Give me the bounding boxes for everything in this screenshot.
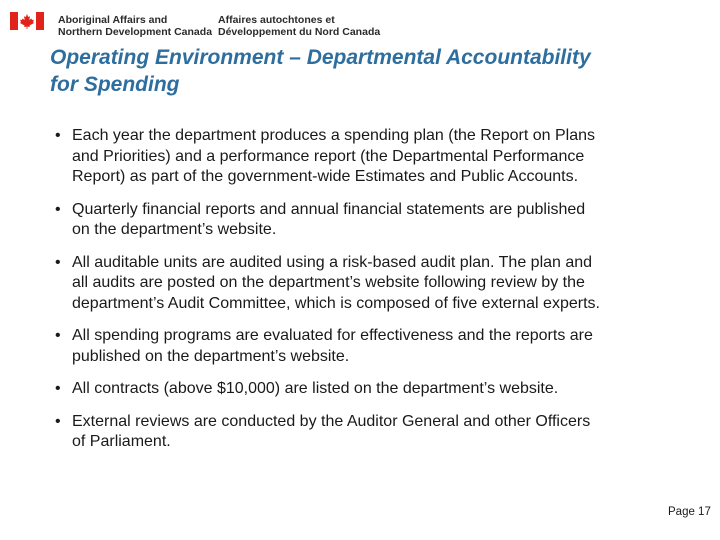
slide-title-line: for Spending xyxy=(50,73,180,96)
bullet-text-line: External reviews are conducted by the Auditor General and other Officers xyxy=(72,412,591,430)
bullet-item xyxy=(52,253,692,315)
slide-title-line: Operating Environment – Departmental Accountability xyxy=(50,46,591,69)
department-name-english-line: Aboriginal Affairs and xyxy=(58,14,168,26)
bullet-item xyxy=(52,379,692,400)
bullet-text-line: All auditable units are audited using a risk-based audit plan. The plan and xyxy=(72,253,593,271)
bullet-text-line: department’s Audit Committee, which is composed of five external experts. xyxy=(72,294,600,312)
bullet-text-line: of Parliament. xyxy=(72,433,171,450)
bullet-text-line: published on the department’s website. xyxy=(72,347,350,365)
bullet-text-line: and Priorities) and a performance report (the Departmental Performance xyxy=(72,147,585,165)
bullet-list xyxy=(52,126,692,453)
bullet-text-line: Quarterly financial reports and annual financial statements are published xyxy=(72,200,586,218)
bullet-text-line: Report) as part of the government-wide Estimates and Public Accounts. xyxy=(72,168,579,185)
bullet-text-line: Each year the department produces a spending plan (the Report on Plans xyxy=(72,127,595,144)
bullet-icon: • xyxy=(55,380,61,397)
canada-flag-icon xyxy=(10,12,44,30)
bullet-text-line: on the department’s website. xyxy=(72,221,277,238)
department-name-english xyxy=(58,14,212,38)
department-name-english-line: Northern Development Canada xyxy=(58,26,213,38)
bullet-text-line: all audits are posted on the department’s website following review by the xyxy=(72,274,585,291)
page-number: Page 17 xyxy=(668,506,711,518)
bullet-text-line: All spending programs are evaluated for effectiveness and the reports are xyxy=(72,327,593,344)
department-name-french xyxy=(218,14,380,38)
bullet-item xyxy=(52,126,692,188)
slide-title xyxy=(50,44,690,98)
bullet-icon: • xyxy=(55,200,61,218)
bullet-icon: • xyxy=(55,327,61,344)
bullet-text-line: All contracts (above $10,000) are listed on the department’s website. xyxy=(72,380,559,397)
bullet-icon: • xyxy=(55,127,61,144)
bullet-icon: • xyxy=(55,253,61,271)
department-name-french-line: Développement du Nord Canada xyxy=(218,26,381,38)
bullet-icon: • xyxy=(55,412,61,430)
bullet-item xyxy=(52,200,692,241)
header-banner xyxy=(0,0,720,40)
bullet-item xyxy=(52,326,692,367)
bullet-item xyxy=(52,412,692,453)
department-name-french-line: Affaires autochtones et xyxy=(218,14,335,26)
